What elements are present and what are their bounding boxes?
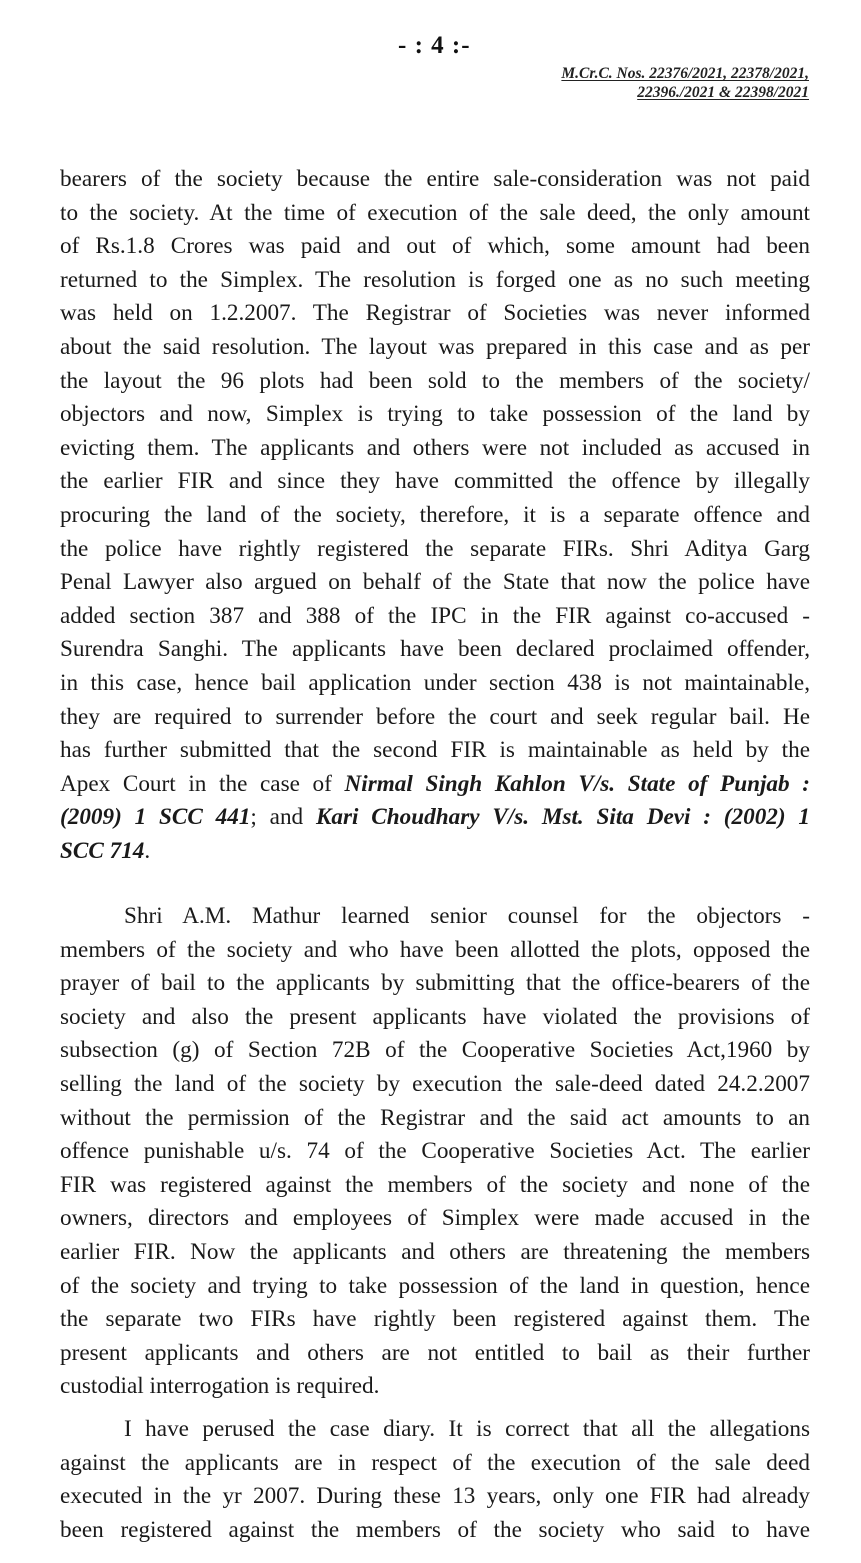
case-citation-kari-choudhary: Kari Choudhary V/s. Mst. Sita Devi : (2002) 1 [315, 804, 811, 831]
text-line: offence punishable u/s. 74 of the Cooperative Societies Act. The earlier [60, 1138, 810, 1165]
text-line: members of the society and who have been allotted the plots, opposed the [60, 936, 810, 963]
text-line: has further submitted that the second FIR is maintainable as held by the [60, 737, 810, 764]
case-reference [561, 64, 809, 102]
text-line: Shri A.M. Mathur learned senior counsel for the objectors - [124, 903, 810, 929]
text-line: selling the land of the society by execution the sale-deed dated 24.2.2007 [60, 1070, 810, 1097]
text-line: of the society and trying to take possession of the land in question, hence [60, 1272, 810, 1299]
case-reference-line-1: M.Cr.C. Nos. 22376/2021, 22378/2021, [561, 65, 809, 82]
text-line: objectors and now, Simplex is trying to take possession of the land by [60, 401, 810, 428]
text-line: the earlier FIR and since they have committed the offence by illegally [60, 468, 810, 495]
text-line: I have perused the case diary. It is correct that all the allegations [124, 1416, 810, 1442]
text-line: Surendra Sanghi. The applicants have been declared proclaimed offender, [60, 636, 810, 663]
text-line: the separate two FIRs have rightly been registered against them. The [60, 1306, 810, 1333]
text-line: of Rs.1.8 Crores was paid and out of which, some amount had been [60, 233, 810, 260]
case-citation-scc-441: (2009) 1 SCC 441 [60, 804, 251, 831]
case-reference-line-2: 22396./2021 & 22398/2021 [637, 84, 809, 101]
text-line: the layout the 96 plots had been sold to the members of the society/ [60, 367, 810, 394]
text-line: returned to the Simplex. The resolution is forged one as no such meeting [60, 266, 810, 293]
text-fragment: Apex Court in the case of [60, 770, 345, 797]
text-line: subsection (g) of Section 72B of the Cooperative Societies Act,1960 by [60, 1037, 810, 1064]
text-fragment: . [144, 837, 151, 864]
text-line: executed in the yr 2007. During these 13 years, only one FIR had already [60, 1483, 810, 1510]
page-number: - : 4 :- [398, 32, 471, 59]
citation-line [60, 835, 810, 869]
case-citation-nirmal-singh-kahlon: Nirmal Singh Kahlon V/s. State of Punjab : [344, 770, 810, 797]
text-line: been registered against the members of the society who said to have [60, 1516, 810, 1543]
text-line: Penal Lawyer also argued on behalf of the State that now the police have [60, 569, 810, 596]
text-line: was held on 1.2.2007. The Registrar of Societies was never informed [60, 300, 810, 327]
text-line: prayer of bail to the applicants by submitting that the office-bearers of the [60, 970, 810, 997]
paragraph-state-and-objector-arguments [60, 163, 810, 868]
case-citation-scc-714: SCC 714 [60, 837, 145, 864]
text-line: against the applicants are in respect of the execution of the sale deed [60, 1449, 810, 1476]
text-fragment: ; and [250, 804, 316, 831]
text-line: procuring the land of the society, therefore, it is a separate offence and [60, 501, 810, 528]
text-line: present applicants and others are not entitled to bail as their further [60, 1339, 810, 1366]
text-line: evicting them. The applicants and others were not included as accused in [60, 434, 810, 461]
citation-line [60, 768, 810, 802]
citation-line [60, 801, 810, 835]
text-line: earlier FIR. Now the applicants and others are threatening the members [60, 1238, 810, 1265]
text-line: they are required to surrender before the court and seek regular bail. He [60, 703, 810, 730]
paragraph-court-findings [60, 1413, 810, 1547]
text-line: about the said resolution. The layout was prepared in this case and as per [60, 333, 810, 360]
text-line: the police have rightly registered the separate FIRs. Shri Aditya Garg [60, 535, 810, 562]
text-line: to the society. At the time of execution of the sale deed, the only amount [60, 199, 810, 226]
text-line: bearers of the society because the entire sale-consideration was not paid [60, 166, 810, 192]
text-line: added section 387 and 388 of the IPC in the FIR against co-accused - [60, 602, 810, 629]
text-line: without the permission of the Registrar and the said act amounts to an [60, 1104, 810, 1131]
text-line: FIR was registered against the members of the society and none of the [60, 1171, 810, 1198]
text-line: society and also the present applicants have violated the provisions of [60, 1003, 810, 1030]
text-line: owners, directors and employees of Simplex were made accused in the [60, 1205, 810, 1232]
paragraph-objector-counsel-arguments [60, 900, 810, 1404]
text-line: in this case, hence bail application under section 438 is not maintainable, [60, 669, 810, 696]
text-line: custodial interrogation is required. [60, 1373, 380, 1400]
